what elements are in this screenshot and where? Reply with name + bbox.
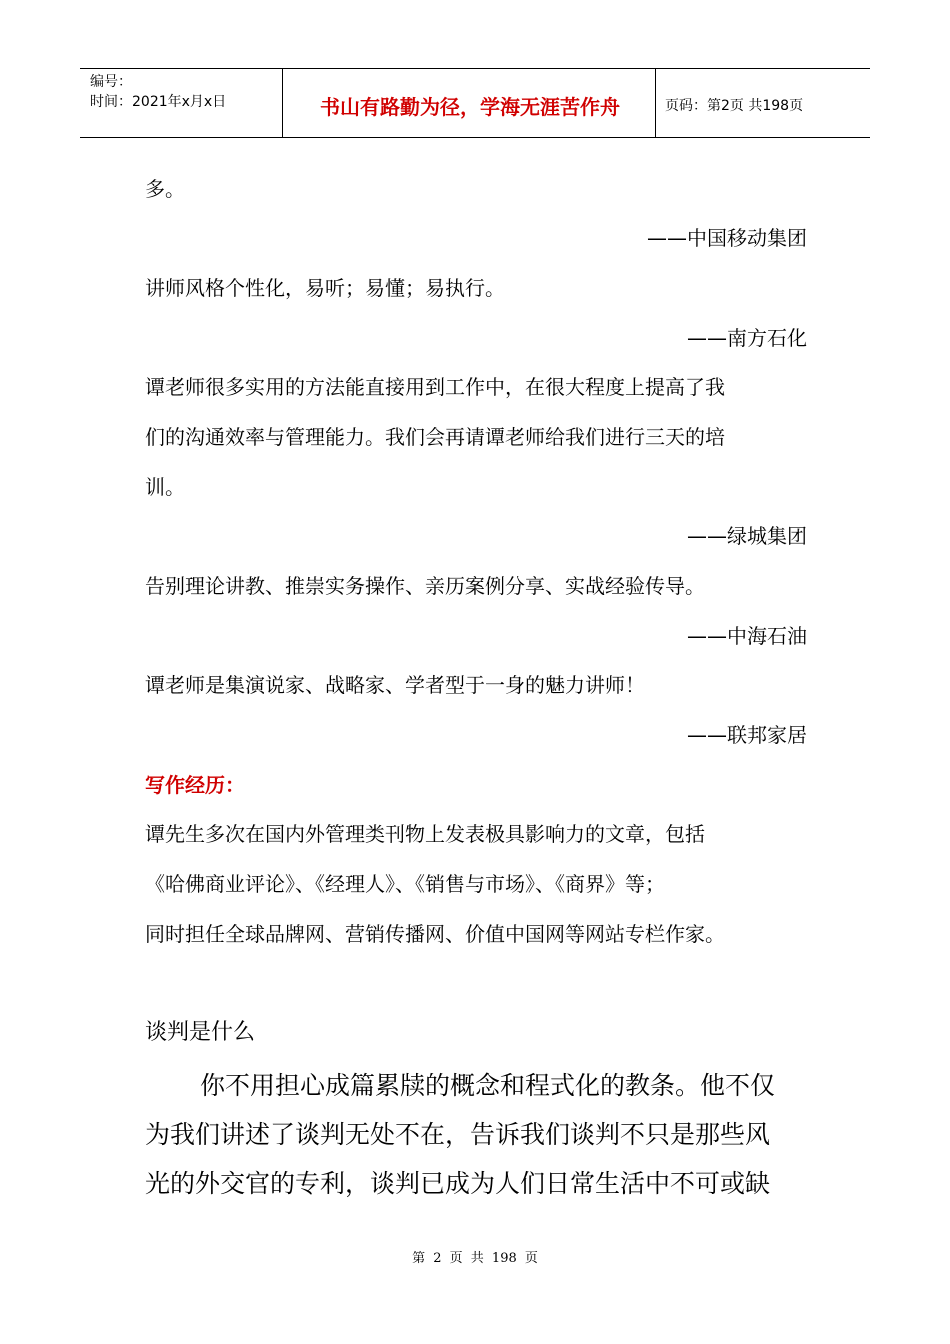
writing-line: 谭先生多次在国内外管理类刊物上发表极具影响力的文章，包括	[145, 822, 705, 846]
testimonial-text: 谭老师很多实用的方法能直接用到工作中，在很大程度上提高了我	[145, 375, 725, 399]
testimonial-text: 告别理论讲教、推崇实务操作、亲历案例分享、实战经验传导。	[145, 574, 705, 598]
document-number-label: 编号：	[90, 74, 132, 90]
writing-line: 同时担任全球品牌网、营销传播网、价值中国网等网站专栏作家。	[145, 922, 725, 946]
section-paragraph-line: 光的外交官的专利，谈判已成为人们日常生活中不可或缺	[145, 1169, 771, 1198]
header-divider-left	[282, 69, 283, 137]
writing-heading: 写作经历：	[145, 773, 245, 797]
testimonial-text: 讲师风格个性化，易听；易懂；易执行。	[145, 276, 505, 300]
testimonial-source: ——绿城集团	[687, 524, 807, 548]
header-meta	[90, 72, 226, 112]
testimonial-source: ——中海石油	[687, 624, 807, 648]
testimonial-source: ——南方石化	[687, 326, 807, 350]
section-paragraph-line: 你不用担心成篇累牍的概念和程式化的教条。他不仅	[200, 1071, 776, 1100]
header-page-info: 页码：第2页 共198页	[665, 98, 804, 114]
testimonial-text: 们的沟通效率与管理能力。我们会再请谭老师给我们进行三天的培	[145, 425, 725, 449]
page-footer: 第 2 页 共 198 页	[412, 1251, 538, 1266]
section-title: 谈判是什么	[145, 1020, 256, 1045]
testimonial-text: 多。	[145, 177, 185, 201]
header-divider-right	[655, 69, 656, 137]
writing-line: 《哈佛商业评论》、《经理人》、《销售与市场》、《商界》等；	[145, 872, 665, 896]
header-motto: 书山有路勤为径，学海无涯苦作舟	[320, 95, 620, 119]
testimonial-text: 训。	[145, 475, 185, 499]
testimonial-source: ——联邦家居	[687, 723, 807, 747]
page-header	[80, 68, 870, 138]
testimonial-source: ——中国移动集团	[647, 226, 807, 250]
document-time-label: 时间：2021年x月x日	[90, 94, 227, 110]
section-paragraph-line: 为我们讲述了谈判无处不在，告诉我们谈判不只是那些风	[145, 1120, 771, 1149]
testimonial-text: 谭老师是集演说家、战略家、学者型于一身的魅力讲师！	[145, 673, 645, 697]
